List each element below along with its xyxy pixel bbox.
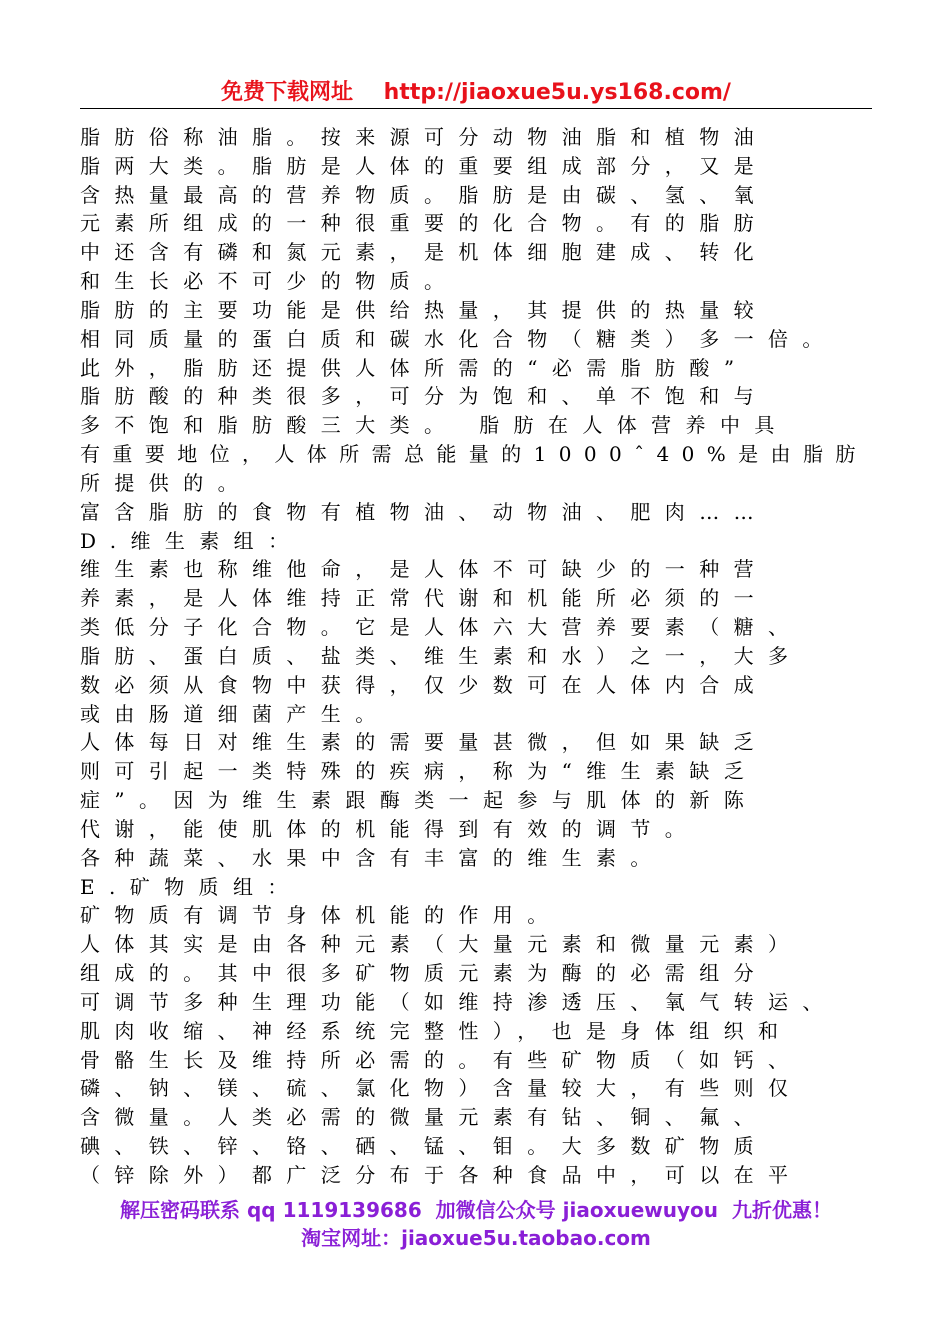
text-line: 所提供的。 <box>80 470 252 495</box>
text-line: 矿物质有调节身体机能的作用。 <box>80 903 562 928</box>
text-line: 含热量最高的营养物质。脂肪是由碳、氢、氧 <box>80 182 768 207</box>
text-line: 脂肪酸的种类很多，可分为饱和、单不饱和与 <box>80 384 768 409</box>
text-line: 或由肠道细菌产生。 <box>80 701 390 726</box>
text-line: 脂肪俗称油脂。按来源可分动物油脂和植物油 <box>80 125 768 149</box>
text-line: 代谢，能使肌体的机能得到有效的调节。 <box>80 816 700 841</box>
text-line: 数必须从食物中获得，仅少数可在人体内合成 <box>80 672 768 697</box>
section-heading: D.维生素组： <box>80 528 303 553</box>
header-url[interactable]: http://jiaoxue5u.ys168.com/ <box>383 80 731 105</box>
text-line: 组成的。其中很多矿物质元素为酶的必需组分 <box>80 961 768 986</box>
text-line: 人体每日对维生素的需要量甚微，但如果缺乏 <box>80 730 768 755</box>
text-line: 骨骼生长及维持所必需的。有些矿物质（如钙、 <box>80 1047 803 1072</box>
text-line: 各种蔬菜、水果中含有丰富的维生素。 <box>80 845 665 870</box>
header-divider <box>80 108 872 109</box>
text-line: 人体其实是由各种元素（大量元素和微量元素） <box>80 932 803 957</box>
text-line: 脂两大类。脂肪是人体的重要组成部分，又是 <box>80 153 768 178</box>
text-line: 维生素也称维他命，是人体不可缺少的一种营 <box>80 557 768 582</box>
text-line: 中还含有磷和氮元素，是机体细胞建成、转化 <box>80 240 768 265</box>
header-label: 免费下载网址 <box>221 80 354 105</box>
text-line: （锌除外）都广泛分布于各种食品中，可以在平 <box>80 1162 803 1187</box>
text-line: 富含脂肪的食物有植物油、动物油、肥肉…… <box>80 499 768 524</box>
text-line: 磷、钠、镁、硫、氯化物）含量较大，有些则仅 <box>80 1076 803 1101</box>
section-heading: E.矿物质组： <box>80 874 302 899</box>
text-line: 脂肪、蛋白质、盐类、维生素和水）之一，大多 <box>80 643 803 668</box>
text-line: 多不饱和脂肪酸三大类。 脂肪在人体营养中具 <box>80 413 789 438</box>
text-line: 肌肉收缩、神经系统完整性），也是身体组织和 <box>80 1018 793 1043</box>
text-line: 含微量。人类必需的微量元素有钻、铜、氟、 <box>80 1105 768 1130</box>
text-line: 类低分子化合物。它是人体六大营养要素（糖、 <box>80 615 803 640</box>
text-line: 可调节多种生理功能（如维持渗透压、氧气转运、 <box>80 989 837 1014</box>
body-text <box>80 123 880 1190</box>
text-line: 脂肪的主要功能是供给热量，其提供的热量较 <box>80 297 768 322</box>
text-line: 相同质量的蛋白质和碳水化合物（糖类）多一倍。 <box>80 326 837 351</box>
footer-contact: 解压密码联系 qq 1119139686 加微信公众号 jiaoxuewuyou 九折优惠！ <box>120 1198 832 1222</box>
footer-shop-url[interactable]: 淘宝网址：jiaoxue5u.taobao.com <box>301 1226 651 1250</box>
text-line: 养素，是人体维持正常代谢和机能所必须的一 <box>80 586 768 611</box>
text-line: 碘、铁、锌、铬、硒、锰、钼。大多数矿物质 <box>80 1133 768 1158</box>
page-header <box>80 79 872 107</box>
text-line: 有重要地位，人体所需总能量的1000ˆ40%是由脂肪 <box>80 442 868 467</box>
text-line: 症”。因为维生素跟酶类一起参与肌体的新陈 <box>80 788 759 813</box>
text-line: 元素所组成的一种很重要的化合物。有的脂肪 <box>80 211 768 236</box>
text-line: 则可引起一类特殊的疾病，称为“维生素缺乏 <box>80 759 759 784</box>
text-line: 此外，脂肪还提供人体所需的“必需脂肪酸” <box>80 355 749 380</box>
text-line: 和生长必不可少的物质。 <box>80 269 459 294</box>
